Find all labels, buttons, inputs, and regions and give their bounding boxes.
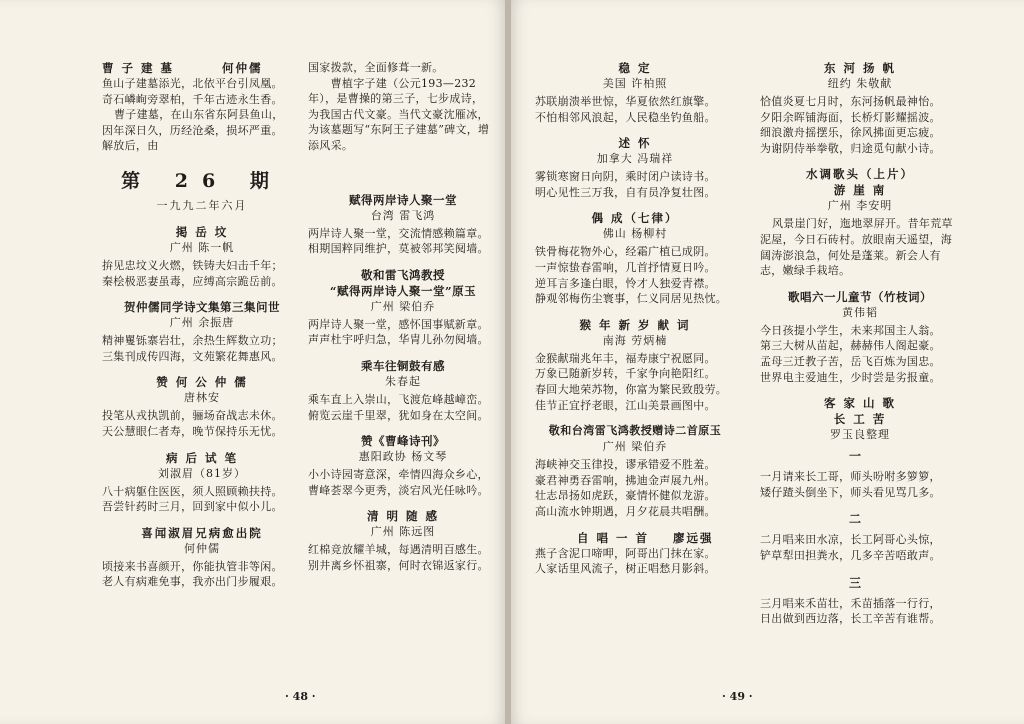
poem-title: 掲 岳 坟 <box>175 224 229 239</box>
issue-date: 一九九二年六月 <box>156 198 248 212</box>
poem-line: 投笔从戎执凯前，骊场奋战志未休。 <box>102 409 283 423</box>
right-column-2 <box>760 60 960 637</box>
poem-author: 广州 陈远图 <box>370 525 436 539</box>
poem-author: 南海 劳炳楠 <box>602 333 668 347</box>
poem-line: 金猴献瑞兆年丰，福寿康宁祝愿同。 <box>535 351 716 365</box>
poem-line: 静观邻梅伤尘寰事，仁义同居见热忱。 <box>535 292 728 306</box>
poem-line: 顷接来书喜颜开，你能执管非等闲。 <box>102 559 283 573</box>
poem <box>102 525 302 590</box>
right-column-1 <box>535 60 735 587</box>
poem-line: 两岸诗人聚一堂，感怀国事赋新章。 <box>308 317 489 331</box>
poem-line: 鱼山子建墓添光，北依平台引凤凰。 <box>102 77 283 90</box>
poem-line: 拚见忠坟义火燃，铁铸夫妇击千年； <box>102 258 283 272</box>
poem-line: 人家话里风流子，树正唱愁月影斜。 <box>535 562 716 576</box>
poem-title: 敬和台湾雷飞鸿教授赠诗二首原玉 <box>548 424 722 438</box>
poem-subtitle: 长 工 苦 <box>833 412 887 427</box>
poem-line: 高山流水钟期遇，月夕花晨共唱酬。 <box>535 504 716 518</box>
poem-line: 恰值炎夏七月时，东河扬帆最神怡。 <box>760 95 941 108</box>
poem-author: 台湾 雷飞鸿 <box>370 208 436 222</box>
poem-line: 世界电主爱迪生，少时尝是劣报童。 <box>760 370 941 384</box>
poem-subtitle: “赋得两岸诗人聚一堂”原玉 <box>329 283 477 298</box>
poem-title: 喜闻淑眉兄病愈出院 <box>141 525 263 540</box>
poem-line: 逆耳言多逢白眼，怜才人独爱青襟。 <box>535 276 716 290</box>
poem-title: 贺仲儒同学诗文集第三集问世 <box>124 300 280 315</box>
poem-author: 刘淑眉（81岁） <box>158 466 246 480</box>
prose-continuation: 国家拨款，全面修葺一新。 曹植字子建（公元193—232年），是曹操的第三子，七步成诗，为我国古代文豪。当代文豪沈雁冰，为该墓题写“东阿王子建墓”碑文，增添风采。 <box>308 61 490 152</box>
poem-author: 唐林安 <box>184 391 220 405</box>
section-number: 一 <box>848 449 871 464</box>
poem-line: 苏联崩溃举世惊，华夏依然红旗擎。 <box>535 95 716 108</box>
poem <box>535 60 735 125</box>
poem-subtitle: 游 崖 南 <box>833 183 887 198</box>
poem-title: 曹 子 建 墓 何仲儒 <box>102 61 263 75</box>
poem-prose: 曹子建墓，在山东省东阿县鱼山，因年深日久，历经沧桑，损坏严重。解放后，由 <box>102 108 284 153</box>
poem-line: 万象已随新岁转，千家争向艳阳红。 <box>535 367 716 381</box>
poem-author: 广州 李安明 <box>827 199 893 213</box>
poem <box>760 395 960 500</box>
poem <box>760 510 960 563</box>
poem-title: 赞 何 公 仲 儒 <box>156 375 248 390</box>
poem-line: 声声杜宇呼归急，华胄儿孙勿阋墙。 <box>308 333 489 347</box>
poem-line: 佳节正宜抒老眼，江山美景画图中。 <box>535 398 716 412</box>
poem-line: 三月唱来禾苗壮，禾苗插落一行行， <box>760 596 941 610</box>
page-number-left: · 48 · <box>285 690 316 703</box>
left-column-1 <box>102 60 302 600</box>
poem-title: 歌唱六一儿童节（竹枝词） <box>788 289 932 304</box>
poem-author: 广州 余振唐 <box>169 316 235 330</box>
poem-line: 二月唱来田水凉，长工阿哥心头惊， <box>760 533 941 547</box>
poem-title: 偶 成（七律） <box>591 211 679 226</box>
poem-line: 豪君神勇吞雷响，拂迪金声展九州。 <box>535 473 716 487</box>
poem <box>102 299 302 364</box>
poem-caozijian <box>102 60 302 154</box>
poem <box>535 423 735 519</box>
poem-line: 明心见性三万我，自有员净复壮图。 <box>535 185 716 199</box>
poem-title: 自 唱 一 首 廖远强 <box>577 530 714 545</box>
poem-line: 燕子含泥口啼呷，阿哥出门抹在家。 <box>535 546 716 560</box>
poem <box>760 166 960 278</box>
poem-author: 罗玉良整理 <box>830 428 890 442</box>
poem-author: 黄伟韬 <box>842 305 878 319</box>
poem <box>760 574 960 627</box>
poem-title: 东 河 扬 帆 <box>823 61 896 75</box>
poem <box>760 289 960 385</box>
poem-title: 乘车往铜鼓有感 <box>361 358 445 373</box>
poem-author: 广州 梁伯乔 <box>370 299 436 313</box>
poem-title: 赋得两岸诗人聚一堂 <box>349 192 457 207</box>
poem-author: 广州 梁伯乔 <box>602 440 668 454</box>
poem-author: 惠阳政协 杨文琴 <box>358 450 448 464</box>
poem <box>308 267 498 348</box>
poem-line: 夕阳余晖铺海面，长桥灯影耀摇波。 <box>760 110 941 124</box>
poem-title: 稳 定 <box>618 61 652 75</box>
poem-line: 吾尝针药时三月，回到家中似小儿。 <box>102 500 283 514</box>
poem-author: 纽约 朱敬献 <box>827 77 893 90</box>
poem-line: 第三大树从苗起，赫赫伟人阁起豪。 <box>760 339 941 353</box>
poem-line: 三集刊成传四海，文苑繁花舞惠风。 <box>102 349 283 363</box>
poem <box>535 530 735 577</box>
left-column-2 <box>308 60 498 584</box>
poem-line: 海峡神交玉律投，谬承错爱不胜羞。 <box>535 458 716 472</box>
poem-line: 为谢阴侍举拳敬，归途觅句献小诗。 <box>760 141 941 155</box>
section-number: 三 <box>848 575 871 590</box>
poem-author: 何仲儒 <box>184 541 220 555</box>
poem-line: 精神矍铄寨岩壮，余热生辉数立功； <box>102 334 283 348</box>
poem-line: 不怕相邻风浪起，人民稳坐钓鱼船。 <box>535 110 716 124</box>
poem <box>760 60 960 156</box>
poem <box>102 224 302 289</box>
poem-title: 敬和雷飞鸿教授 <box>361 267 445 282</box>
poem-line: 八十病躯住医医，须人照顾赖扶持。 <box>102 484 283 498</box>
page-number-right: · 49 · <box>722 690 753 703</box>
poem-line: 一声惊蛰春雷响，几首抒情夏日吟。 <box>535 260 716 274</box>
poem-line: 铲草犁田担粪水，几多辛苦唔敢声。 <box>760 548 941 562</box>
poem-line: 细浪激舟摇摆乐，徐风拂面更忘疲。 <box>760 126 941 140</box>
poem <box>308 433 498 498</box>
poem-title: 清 明 随 感 <box>366 509 439 524</box>
poem-author: 朱春起 <box>385 374 421 388</box>
poem-prose: 风景崖门好，迤地翠屏开。昔年荒草泥屋，今日石砖村。放眼南天遥望，海阔涛澎浪急，何处是蓬莱。新会人有志，嫩绿手栽培。 <box>760 217 953 278</box>
poem <box>308 508 498 573</box>
poem-line: 乘车直上入崇山，飞渡危峰越嶂峦。 <box>308 392 489 406</box>
poem-line: 春回大地荣苏物，你富为繁民致殷劳。 <box>535 382 728 396</box>
poem-author: 广州 陈一帆 <box>169 240 235 254</box>
poem-line: 天公慧眼仁者寿，晚节保持乐无忧。 <box>102 424 283 438</box>
poem <box>308 358 498 423</box>
book-gutter <box>505 0 511 724</box>
poem-line: 秦桧极恶妻虽毒，应缚高宗跪岳前。 <box>102 274 283 288</box>
poem-line: 曹峰荟翠今更秀，淡宕风光任咏吟。 <box>308 483 489 497</box>
poem-line: 孟母三迁教子苦，岳飞百炼为国忠。 <box>760 354 941 368</box>
poem-line: 别井离乡怀祖寨，何时衣锦返家行。 <box>308 558 489 572</box>
poem <box>308 192 498 257</box>
poem-line: 矮仔蹅头倒坐下，师头看见骂几多。 <box>760 485 941 499</box>
poem-title: 猴 年 新 岁 献 词 <box>579 317 691 332</box>
issue-title: 第 26 期 <box>121 169 283 192</box>
poem-line: 日出做到西边落，长工辛苦有谁帮。 <box>760 612 941 626</box>
poem-line: 一月请来长工哥，师头吩咐多箩箩， <box>760 470 941 484</box>
poem-title: 客 家 山 歌 <box>823 396 896 411</box>
section-number: 二 <box>848 512 871 527</box>
poem-line: 两岸诗人聚一堂，交流情感赖篇章。 <box>308 226 489 240</box>
poem-line: 今日孩提小学生，未来邦国主人翁。 <box>760 323 941 337</box>
poem-title: 水调歌头（上片） <box>806 167 914 182</box>
poem-line: 奇石嶙峋旁翠柏，千年古迹永生香。 <box>102 92 283 106</box>
poem-title: 赞《曹峰诗刊》 <box>361 434 445 449</box>
poem-line: 相期国粹同维护，莫被邻邦笑阋墙。 <box>308 242 489 256</box>
poem-line: 红棉竞放耀羊城，每遇清明百感生。 <box>308 543 489 557</box>
poem-line: 小小诗园寄意深，牵情四海众乡心， <box>308 468 489 482</box>
poem-line: 雾锁寒窗日向阴，乘时闭户读诗书。 <box>535 170 716 184</box>
poem-line: 老人有病难免事，我亦出门步履艰。 <box>102 575 283 589</box>
poem <box>535 317 735 413</box>
poem-title: 述 怀 <box>618 136 652 151</box>
poem <box>102 450 302 515</box>
poem <box>102 374 302 439</box>
poem-title: 病 后 试 笔 <box>165 450 238 465</box>
poem-author: 佛山 杨柳村 <box>602 227 668 241</box>
poem-line: 铁骨梅花物外心，经霜广植已成阴。 <box>535 245 716 259</box>
poem-author: 加拿大 冯瑞祥 <box>596 152 674 166</box>
poem-line: 俯览云崖千里翠，犹如身在太空间。 <box>308 408 489 422</box>
poem-author: 美国 许柏照 <box>602 77 668 90</box>
poem <box>535 135 735 200</box>
poem <box>535 210 735 306</box>
poem-line: 壮志昂扬如虎跃，豪情怀健似龙游。 <box>535 489 716 503</box>
